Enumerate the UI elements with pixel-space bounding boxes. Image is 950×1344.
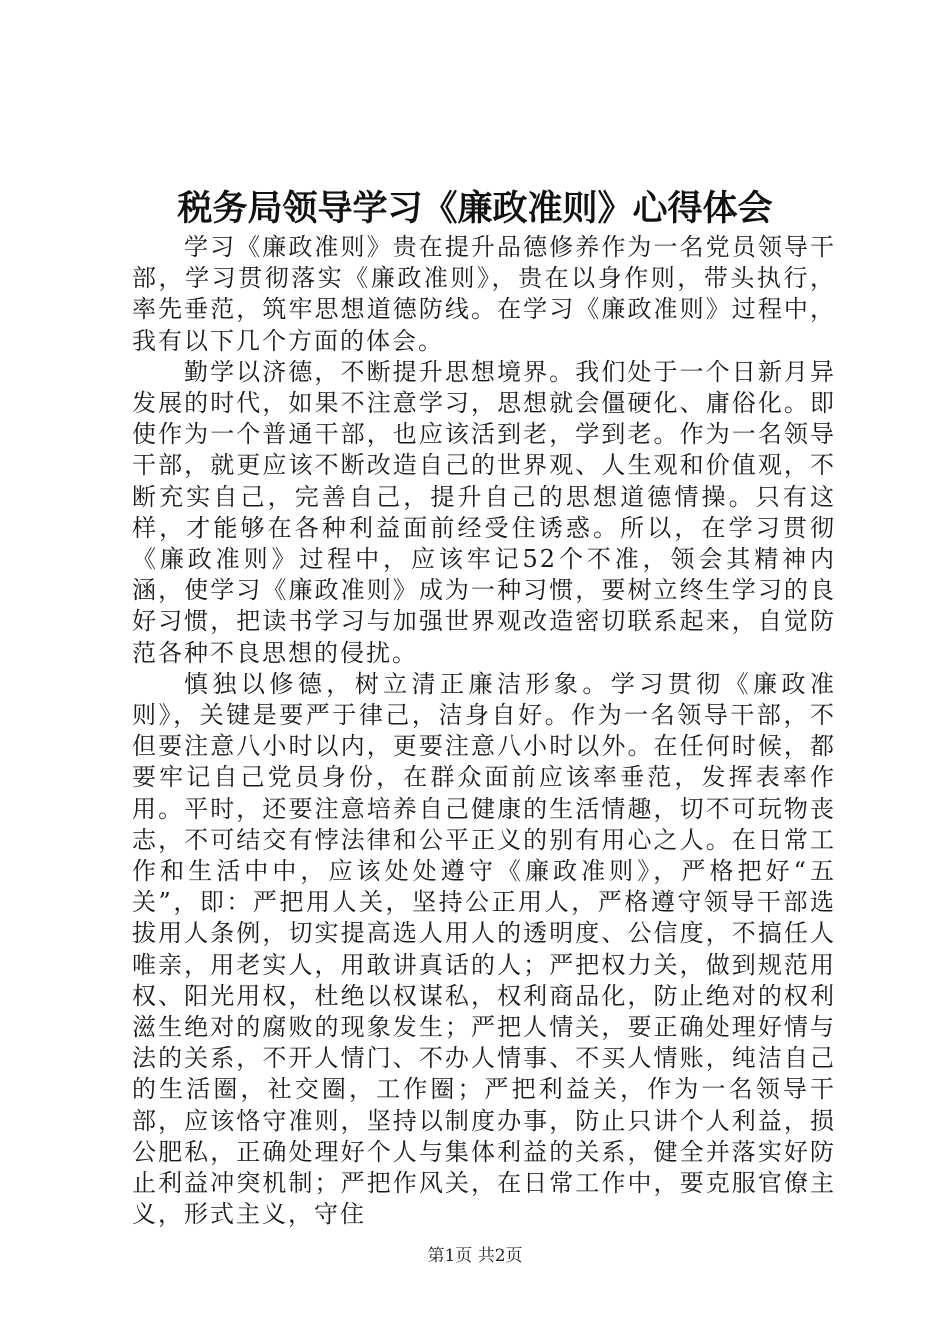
paragraph-intro: 学习《廉政准则》贵在提升品德修养作为一名党员领导干部，学习贯彻落实《廉政准则》，贵在以身作则，带头执行，率先垂范，筑牢思想道德防线。在学习《廉政准则》过程中，我有以下几个方面的体会。 <box>132 233 836 355</box>
paragraph-self-discipline: 慎独以修德，树立清正廉洁形象。学习贯彻《廉政准则》，关键是要严于律己，洁身自好。作为一名领导干部，不但要注意八小时以内，更要注意八小时以外。在任何时候，都要牢记自己党员身份，在群众面前应该率垂范，发挥表率作用。平时，还要注意培养自己健康的生活情趣，切不可玩物丧志，不可结交有悖法律和公平正义的别有用心之人。在日常工作和生活中中，应该处处遵守《廉政准则》，严格把好“五关”，即：严把用人关，坚持公正用人，严格遵守领导干部选拔用人条例，切实提高选人用人的透明度、公信度，不搞任人唯亲，用老实人，用敢讲真话的人；严把权力关，做到规范用权、阳光用权，杜绝以权谋私，权利商品化，防止绝对的权利滋生绝对的腐败的现象发生；严把人情关，要正确处理好情与法的关系，不开人情门、不办人情事、不买人情账，纯洁自己的生活圈，社交圈，工作圈；严把利益关，作为一名领导干部，应该恪守准则，坚持以制度办事，防止只讲个人利益，损公肥私，正确处理好个人与集体利益的关系，健全并落实好防止利益冲突机制；严把作风关，在日常工作中，要克服官僚主义，形式主义，守住 <box>132 669 836 1229</box>
paragraph-study: 勤学以济德，不断提升思想境界。我们处于一个日新月异发展的时代，如果不注意学习，思想就会僵硬化、庸俗化。即使作为一个普通干部，也应该活到老，学到老。作为一名领导干部，就更应该不断改造自己的世界观、人生观和价值观，不断充实自己，完善自己，提升自己的思想道德情操。只有这样，才能够在各种利益面前经受住诱惑。所以，在学习贯彻《廉政准则》过程中，应该牢记52个不准，领会其精神内涵，使学习《廉政准则》成为一种习惯，要树立终生学习的良好习惯，把读书学习与加强世界观改造密切联系起来，自觉防范各种不良思想的侵扰。 <box>132 357 836 667</box>
page-number: 第1页 共2页 <box>427 1246 523 1266</box>
document-title: 税务局领导学习《廉政准则》心得体会 <box>177 189 773 229</box>
document-body <box>132 232 836 1231</box>
